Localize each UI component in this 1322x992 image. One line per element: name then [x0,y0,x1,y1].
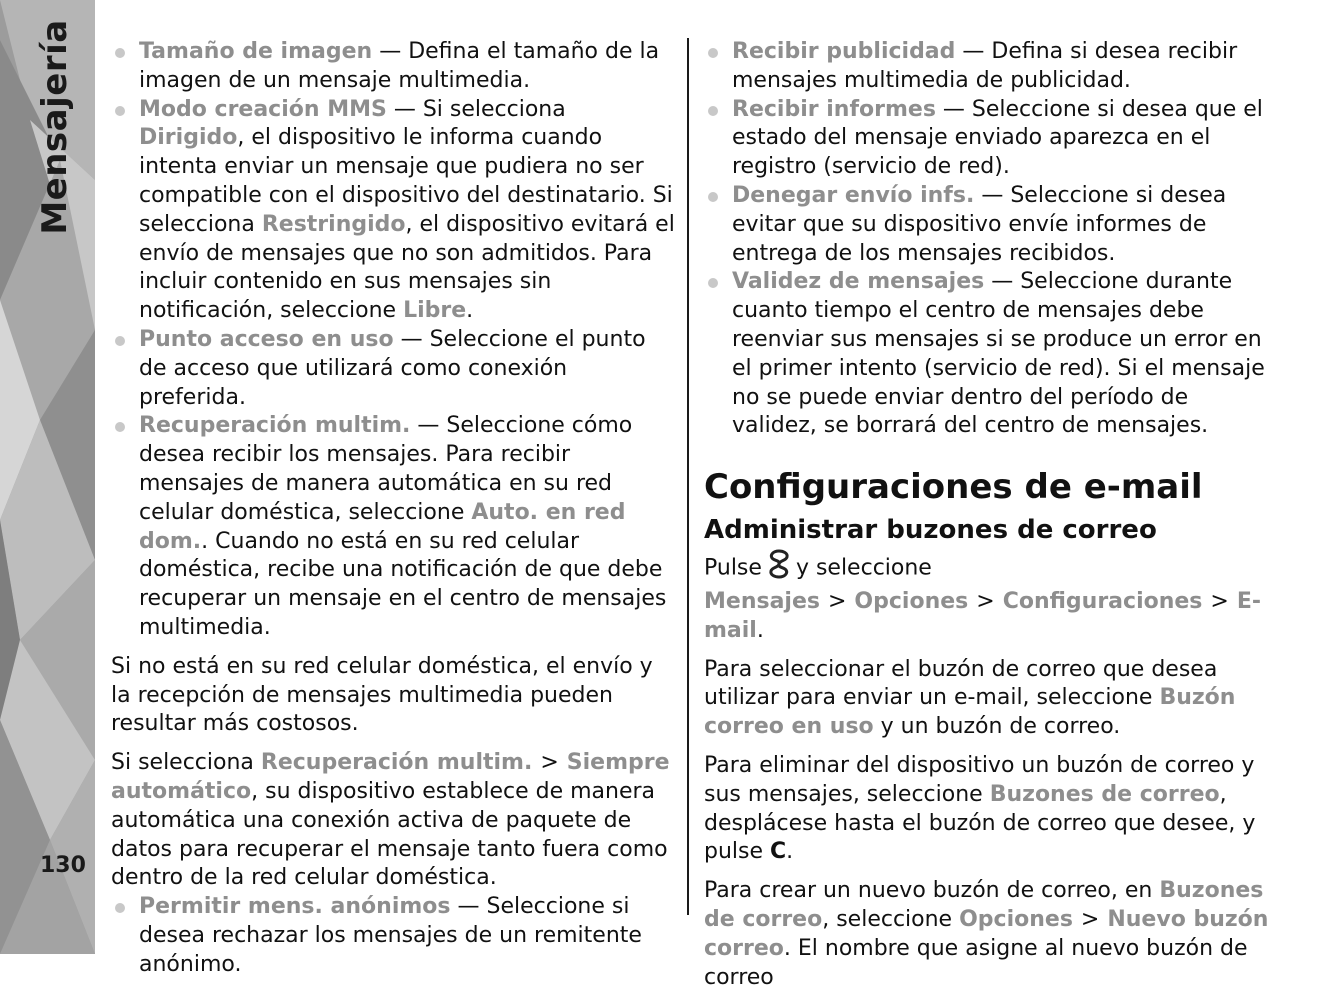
path-separator: > [1210,588,1229,614]
right-column [704,38,1269,992]
paragraph-text: . El nombre que asigne al nuevo buzón de correo [704,935,1248,990]
navigation-path [704,549,1269,645]
option-highlight: Opciones [854,588,969,614]
paragraph [704,877,1269,992]
option-highlight: Auto. en red dom. [139,499,626,554]
option-highlight: Buzones de correo [989,781,1220,807]
list-item [111,893,676,979]
paragraph-text: Pulse [704,555,762,581]
setting-term: Punto acceso en uso [139,326,394,352]
item-text: . [466,298,474,324]
list-item [704,38,1269,96]
path-separator: > [540,750,559,776]
list-item [111,96,676,326]
setting-term: Denegar envío infs. [732,182,975,208]
right-bullet-list [704,38,1269,441]
setting-term: Recibir informes [732,96,936,122]
option-highlight: Restringido [261,211,406,237]
option-highlight: Buzones de correo [704,878,1264,932]
paragraph-text: y un buzón de correo. [873,714,1121,740]
list-item [111,326,676,412]
option-highlight: Mensajes [704,588,820,614]
item-text: , el dispositivo le informa cuando intenta enviar un mensaje que pudiera no ser compatible con el dispositivo del destinatario. Si selecciona [139,125,673,237]
paragraph-text: , seleccione [822,906,960,932]
list-item [111,38,676,96]
paragraph [704,752,1269,867]
setting-term: Modo creación MMS [139,96,387,122]
menu-key-icon [766,549,792,588]
left-bullet-list-2 [111,893,676,979]
paragraph-text: Si selecciona [111,750,261,776]
left-bullet-list [111,38,676,643]
left-column [111,38,676,980]
paragraph-text: , su dispositivo establece de manera automática una conexión activa de paquete de datos para recuperar el mensaje tanto fuera como dentro de la red celular doméstica. [111,778,668,891]
option-highlight: Recuperación multim. [260,750,533,776]
paragraph-text: . [756,617,764,643]
item-text: — Seleccione si desea rechazar los mensajes de un remitente anónimo. [139,894,642,977]
item-text: — Seleccione durante cuanto tiempo el centro de mensajes debe reenviar sus mensajes si se produce un error en el primer intento (servicio de red). Si el mensaje no se puede enviar dentro del período de validez, se borrará del centro de mensajes. [732,269,1265,439]
subsection-title: Administrar buzones de correo [704,515,1157,546]
item-text: — Seleccione si desea evitar que su dispositivo envíe informes de entrega de los mensajes recibidos. [732,182,1227,266]
item-text: — Defina el tamaño de la imagen de un mensaje multimedia. [139,39,660,93]
path-separator: > [1080,906,1100,932]
paragraph: Si no está en su red celular doméstica, el envío y la recepción de mensajes multimedia pueden resultar más costosos. [111,653,653,737]
list-item [704,182,1269,268]
setting-term: Recibir publicidad [732,39,956,64]
setting-term: Validez de mensajes [732,269,985,295]
list-item [111,412,676,642]
option-highlight: Nuevo buzón correo [704,906,1269,961]
setting-term: Recuperación multim. [139,413,411,439]
paragraph-text: y seleccione [795,555,932,581]
path-separator: > [827,588,847,614]
option-highlight: E-mail [704,588,1262,643]
item-text: . Cuando no está en su red celular doméstica, recibe una notificación de que debe recuperar un mensaje en el centro de mensajes multimedia. [139,528,667,640]
paragraph [111,749,676,893]
paragraph-text: Para eliminar del dispositivo un buzón de correo y sus mensajes, seleccione [704,752,1255,807]
list-item [704,96,1269,182]
section-title: Configuraciones de e-mail [704,467,1203,508]
item-text: — Si selecciona [386,96,566,122]
option-highlight: Dirigido [139,125,238,151]
item-text: — Seleccione el punto de acceso que utilizará como conexión preferida. [139,326,646,410]
paragraph-text: . [786,839,794,865]
key-c: C [770,839,787,865]
option-highlight: Siempre automático [111,750,670,804]
sidebar [0,0,95,954]
paragraph-text: Para seleccionar el buzón de correo que desea utilizar para enviar un e-mail, seleccione [704,656,1218,711]
paragraph [704,656,1269,742]
paragraph-text: Para crear un nuevo buzón de correo, en [704,878,1160,904]
option-highlight: Opciones [959,906,1073,932]
item-text: — Seleccione cómo desea recibir los mensajes. Para recibir mensajes de manera automática en su red celular doméstica, seleccione [139,413,633,525]
option-highlight: Configuraciones [1002,588,1203,614]
paragraph-text: , desplácese hasta el buzón de correo que desee, y pulse [704,781,1256,865]
item-text: , el dispositivo evitará el envío de mensajes que no son admitidos. Para incluir contenido en sus mensajes sin notificación, seleccione [139,211,675,324]
item-text: — Defina si desea recibir mensajes multimedia de publicidad. [732,39,1238,93]
sidebar-title: Mensajería [35,19,75,235]
path-separator: > [976,588,995,614]
column-divider [687,38,689,915]
setting-term: Tamaño de imagen [139,39,373,64]
option-highlight: Libre [403,298,467,324]
item-text: — Seleccione si desea que el estado del mensaje enviado aparezca en el registro (servicio de red). [732,96,1263,180]
option-highlight: Buzón correo en uso [704,685,1236,740]
list-item [704,268,1269,441]
page-number: 130 [40,853,86,878]
setting-term: Permitir mens. anónimos [139,894,451,920]
